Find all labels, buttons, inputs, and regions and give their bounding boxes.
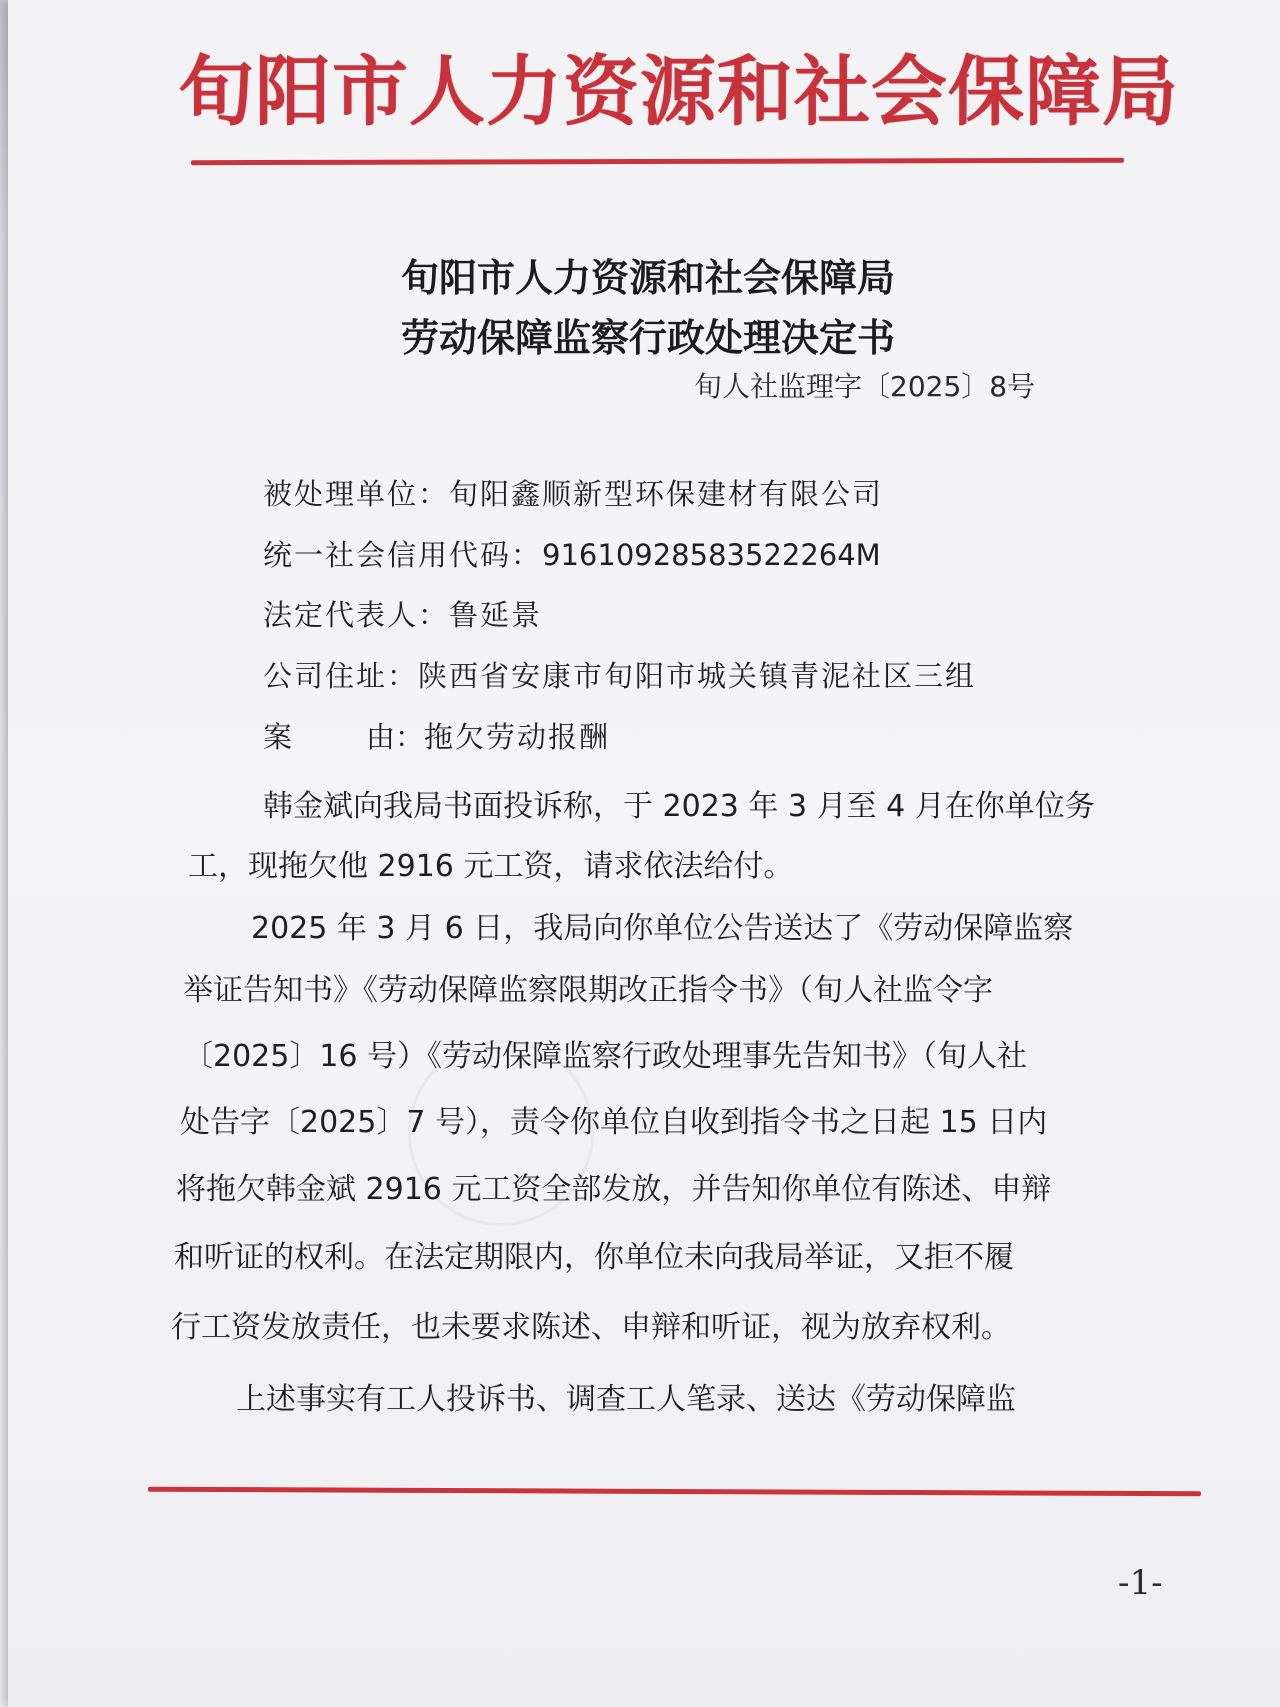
info-entity-label: 被处理单位： xyxy=(263,477,450,511)
footer-red-rule xyxy=(148,1487,1201,1497)
body-line-6: 处告字〔2025〕7 号），责令你单位自收到指令书之日起 15 日内 xyxy=(180,1105,1048,1140)
document-title-line-1: 旬阳市人力资源和社会保障局 xyxy=(400,255,895,300)
body-line-2: 工，现拖欠他 2916 元工资，请求依法给付。 xyxy=(188,849,794,884)
body-line-3: 2025 年 3 月 6 日，我局向你单位公告送达了《劳动保障监察 xyxy=(251,911,1074,946)
info-legal-rep xyxy=(263,590,542,640)
info-case-label xyxy=(263,720,424,754)
info-legal-rep-value: 鲁延景 xyxy=(449,598,543,632)
info-address-label: 公司住址： xyxy=(263,659,419,693)
info-case-value: 拖欠劳动报酬 xyxy=(424,720,611,754)
body-line-7: 将拖欠韩金斌 2916 元工资全部发放，并告知你单位有陈述、申辩 xyxy=(176,1172,1052,1207)
body-line-5: 〔2025〕16 号）《劳动保障监察行政处理事先告知书》（旬人社 xyxy=(183,1039,1028,1074)
page-number: -1- xyxy=(1118,1563,1163,1603)
info-credit-code xyxy=(263,530,881,580)
document-page xyxy=(8,0,1280,1707)
body-line-8: 和听证的权利。在法定期限内，你单位未向我局举证，又拒不履 xyxy=(174,1240,1014,1275)
info-credit-code-value: 91610928583522264M xyxy=(542,538,881,572)
info-credit-code-label: 统一社会信用代码： xyxy=(263,538,543,572)
document-title-line-2: 劳动保障监察行政处理决定书 xyxy=(400,315,895,360)
info-case-label-start: 案 xyxy=(263,720,293,754)
body-line-4: 举证告知书》《劳动保障监察限期改正指令书》（旬人社监令字 xyxy=(183,973,993,1008)
document-number: 旬人社监理字〔2025〕8号 xyxy=(694,370,1036,403)
info-case-label-end: 由： xyxy=(366,720,425,754)
info-entity xyxy=(263,469,883,519)
body-line-10: 上述事实有工人投诉书、调查工人笔录、送达《劳动保障监 xyxy=(236,1382,1016,1417)
info-case xyxy=(263,712,610,762)
info-entity-value: 旬阳鑫顺新型环保建材有限公司 xyxy=(449,477,884,511)
body-line-1: 韩金斌向我局书面投诉称，于 2023 年 3 月至 4 月在你单位务 xyxy=(263,789,1095,824)
info-legal-rep-label: 法定代表人： xyxy=(263,598,450,632)
info-address xyxy=(263,651,976,701)
letterhead-red-rule xyxy=(191,158,1124,165)
letterhead-title: 旬阳市人力资源和社会保障局 xyxy=(178,47,1179,136)
body-line-9: 行工资发放责任，也未要求陈述、申辩和听证，视为放弃权利。 xyxy=(171,1310,1011,1345)
info-address-value: 陕西省安康市旬阳市城关镇青泥社区三组 xyxy=(418,659,977,693)
